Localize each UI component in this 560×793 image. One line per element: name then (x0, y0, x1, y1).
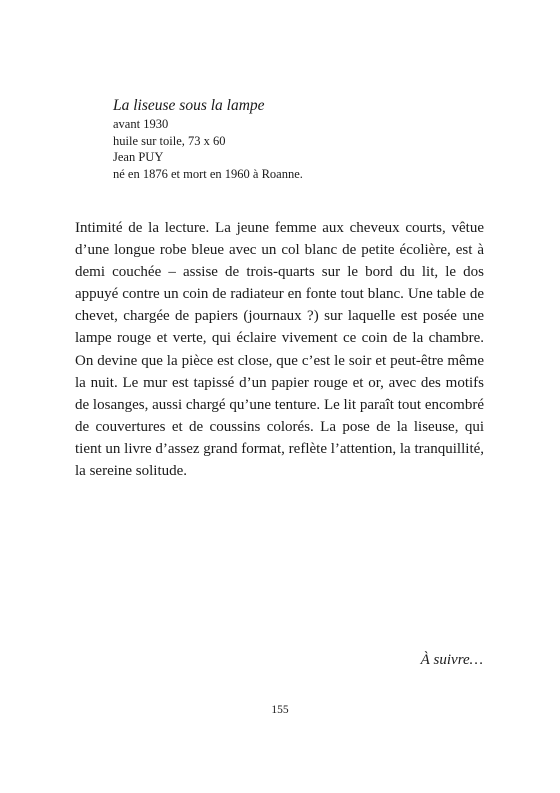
body-paragraph: Intimité de la lecture. La jeune femme aux cheveux courts, vêtue d’une longue robe bleue avec un col blanc de petite écolière, est à demi couchée – assise de trois-quarts sur le bord du lit, le dos appuyé contre un coin de radiateur en fonte tout blanc. Une table de chevet, chargée de papiers (journaux ?) sur laquelle est posée une lampe rouge et verte, qui éclaire vivement ce coin de la chambre. On devine que la pièce est close, que c’est le soir et peut-être même la nuit. Le mur est tapissé d’un papier rouge et or, avec des motifs de losanges, aussi chargé qu’une tenture. Le lit paraît tout encombré de couvertures et de coussins colorés. La pose de la liseuse, qui tient un livre d’assez grand format, reflète l’attention, la tranquillité, la sereine solitude. (75, 220, 485, 480)
artist-life: né en 1876 et mort en 1960 à Roanne. (113, 166, 303, 181)
artwork-medium: huile sur toile, 73 x 60 (113, 133, 226, 148)
artist-name: Jean PUY (113, 150, 164, 164)
artwork-date: avant 1930 (113, 117, 169, 131)
continuation-note: À suivre… (420, 652, 483, 668)
page-number: 155 (271, 704, 289, 716)
artwork-caption (113, 96, 493, 182)
artwork-title: La liseuse sous la lampe (113, 97, 265, 114)
